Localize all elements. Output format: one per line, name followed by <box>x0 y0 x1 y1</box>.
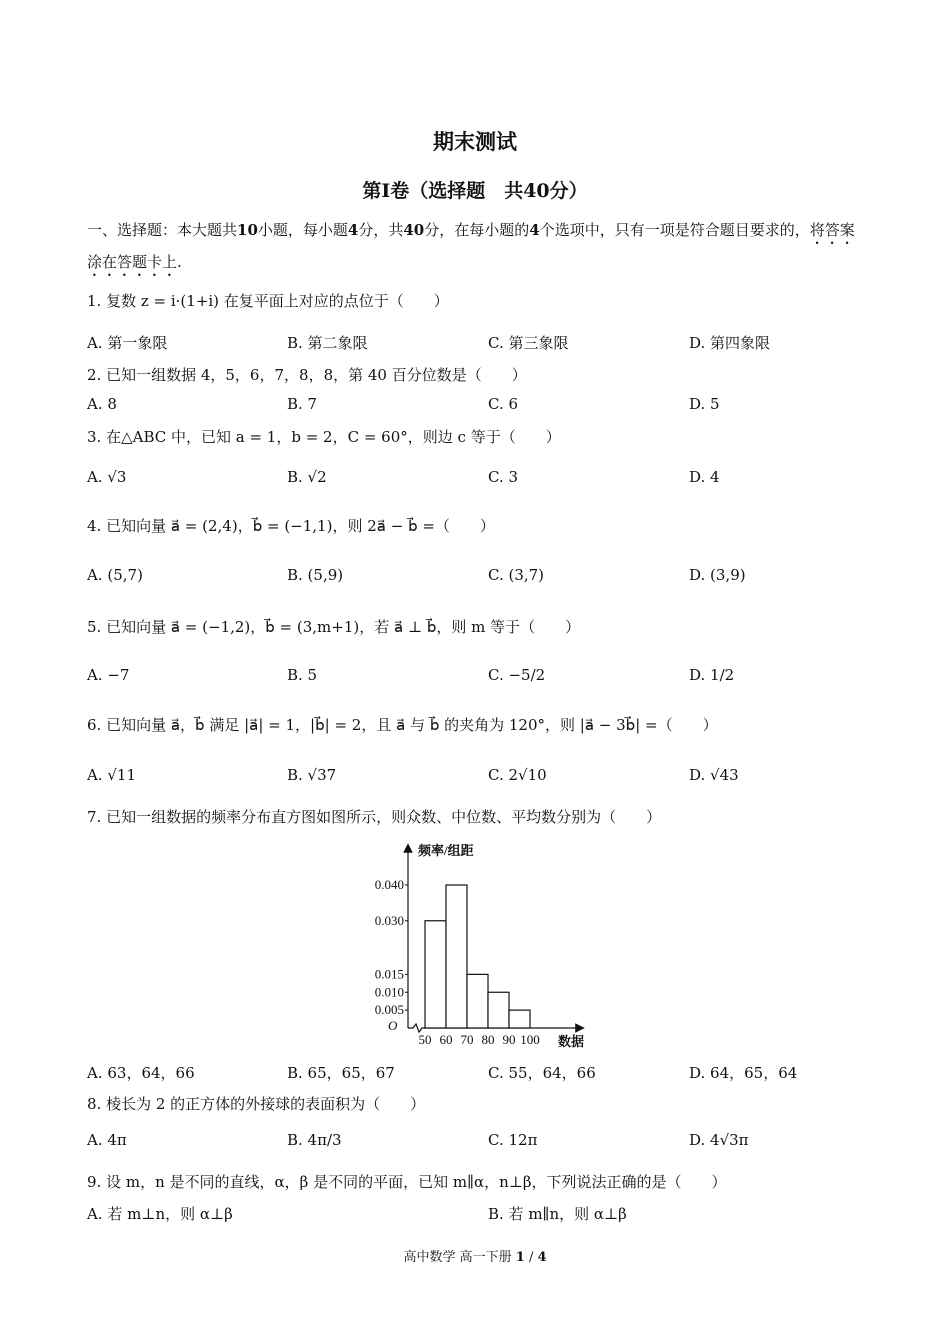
y-tick-label: 0.005 <box>374 1002 404 1018</box>
option-3b: B. √2 <box>287 468 327 486</box>
page-footer: 高中数学 高一下册 1 / 4 <box>403 1250 547 1265</box>
option-1d: D. 第四象限 <box>689 334 771 352</box>
origin-label: O <box>388 1018 398 1033</box>
volume-title: 第Ⅰ卷（选择题 共40分） <box>362 180 588 202</box>
y-tick-label: 0.040 <box>374 877 404 892</box>
option-4a: A. (5,7) <box>87 566 143 584</box>
histogram-bar <box>467 974 488 1028</box>
question-5: 5. 已知向量 a⃗ = (−1,2)，b⃗ = (3,m+1)，若 a⃗ ⊥ b⃗，则 m 等于（ ） <box>87 618 581 636</box>
option-6d: D. √43 <box>689 766 739 784</box>
option-8c: C. 12π <box>488 1131 538 1149</box>
question-2: 2. 已知一组数据 4，5，6，7，8，8，第 40 百分位数是（ ） <box>87 366 527 384</box>
y-axis-label: 频率/组距 <box>418 843 474 858</box>
option-1a: A. 第一象限 <box>87 334 168 352</box>
frequency-histogram <box>350 836 610 1051</box>
question-8: 8. 棱长为 2 的正方体的外接球的表面积为（ ） <box>87 1095 426 1113</box>
option-3a: A. √3 <box>87 468 127 486</box>
option-9a: A. 若 m⊥n，则 α⊥β <box>87 1205 233 1223</box>
question-9: 9. 设 m，n 是不同的直线，α，β 是不同的平面，已知 m∥α，n⊥β，下列说法正确的是（ ） <box>87 1173 727 1191</box>
question-4: 4. 已知向量 a⃗ = (2,4)，b⃗ = (−1,1)，则 2a⃗ − b⃗ =（ ） <box>87 517 495 535</box>
option-8d: D. 4√3π <box>689 1131 749 1149</box>
option-2d: D. 5 <box>689 395 720 413</box>
histogram-bar <box>509 1010 530 1028</box>
option-9b: B. 若 m∥n，则 α⊥β <box>488 1205 627 1223</box>
emphasis-text: 将答案涂在答题卡上 <box>87 221 855 271</box>
option-7b: B. 65，65，67 <box>287 1064 395 1082</box>
option-4b: B. (5,9) <box>287 566 344 584</box>
option-3d: D. 4 <box>689 468 720 486</box>
question-7: 7. 已知一组数据的频率分布直方图如图所示，则众数、中位数、平均数分别为（ ） <box>87 808 662 826</box>
option-7c: C. 55，64，66 <box>488 1064 596 1082</box>
histogram-bar <box>488 992 509 1028</box>
x-axis-label: 数据 <box>558 1034 585 1049</box>
y-tick-label: 0.010 <box>374 984 404 1000</box>
option-2b: B. 7 <box>287 395 318 413</box>
question-1: 1. 复数 z = i·(1+i) 在复平面上对应的点位于（ ） <box>87 292 449 310</box>
y-tick-label: 0.030 <box>374 912 404 928</box>
option-6a: A. √11 <box>87 766 137 784</box>
option-2c: C. 6 <box>488 395 519 413</box>
option-8a: A. 4π <box>87 1131 127 1149</box>
option-5b: B. 5 <box>287 666 318 684</box>
option-7a: A. 63，64，66 <box>87 1064 195 1082</box>
x-tick-label: 90 <box>502 1032 516 1047</box>
option-7d: D. 64，65，64 <box>689 1064 798 1082</box>
histogram-bar <box>425 921 446 1028</box>
section-instructions: 一、选择题：本大题共10小题，每小题4分，共40分，在每小题的4个选项中，只有一项是符合题目要求的，将答案涂在答题卡上. <box>87 221 855 271</box>
option-6c: C. 2√10 <box>488 766 547 784</box>
x-tick-label: 50 <box>418 1032 432 1047</box>
x-tick-label: 80 <box>481 1032 495 1047</box>
option-4c: C. (3,7) <box>488 566 545 584</box>
option-5c: C. −5/2 <box>488 666 546 684</box>
option-5d: D. 1/2 <box>689 666 735 684</box>
option-6b: B. √37 <box>287 766 337 784</box>
x-tick-label: 60 <box>439 1032 453 1047</box>
question-3: 3. 在△ABC 中，已知 a = 1，b = 2，C = 60°，则边 c 等于（ ） <box>87 428 561 446</box>
option-4d: D. (3,9) <box>689 566 746 584</box>
option-1b: B. 第二象限 <box>287 334 368 352</box>
question-6: 6. 已知向量 a⃗，b⃗ 满足 |a⃗| = 1，|b⃗| = 2，且 a⃗ 与 b⃗ 的夹角为 120°，则 |a⃗ − 3b⃗| =（ ） <box>87 716 718 734</box>
option-3c: C. 3 <box>488 468 519 486</box>
histogram-bar <box>446 885 467 1028</box>
option-8b: B. 4π/3 <box>287 1131 342 1149</box>
x-tick-label: 100 <box>520 1032 540 1047</box>
page-title: 期末测试 <box>433 129 517 154</box>
x-tick-label: 70 <box>460 1032 474 1047</box>
y-tick-label: 0.015 <box>374 966 404 982</box>
option-1c: C. 第三象限 <box>488 334 569 352</box>
option-5a: A. −7 <box>87 666 130 684</box>
option-2a: A. 8 <box>87 395 117 413</box>
